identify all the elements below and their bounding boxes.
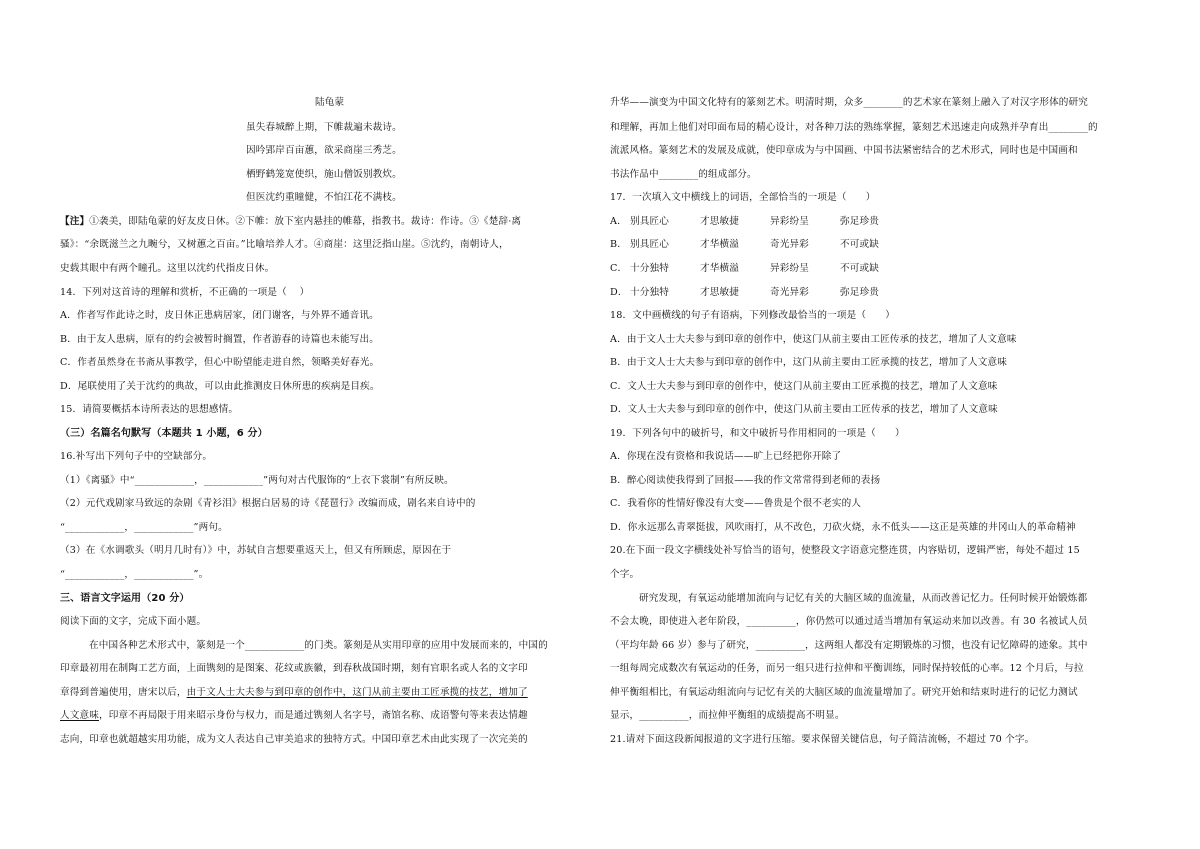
left-column xyxy=(60,0,592,849)
passage-line: 在中国各种艺术形式中，篆刻是一个____________的门类。篆刻是从实用印章的应用中发展而来的，中国的 xyxy=(89,640,548,651)
underlined-sentence: 人文意味 xyxy=(60,710,99,721)
q19-option-b: B．醉心阅读使我得到了回报——我的作文常常得到老师的表扬 xyxy=(610,475,881,486)
q17-option-d: D． 十分独特 才思敏捷 奇光异彩 弥足珍贵 xyxy=(610,287,879,298)
q18-option-b: B．由于文人士大夫参与到印章的创作中，这门从前主要由工匠承揽的技艺，增加了人文意味 xyxy=(610,357,1007,368)
q14-option-d: D．尾联使用了关于沈约的典故，可以由此推测皮日休所患的疾病是目疾。 xyxy=(60,381,380,392)
q16-part-2-blanks: “____________，____________”两句。 xyxy=(60,522,228,533)
passage-line: 升华——演变为中国文化特有的篆刻艺术。明清时期，众多________的艺术家在篆刻上融入了对汉字形体的研究 xyxy=(610,97,1089,108)
passage-line: 书法作品中________的组成部分。 xyxy=(610,169,757,180)
underlined-sentence: 由于文人士大夫参与到印章的创作中，这门从前主要由工匠承揽的技艺，增加了 xyxy=(186,687,528,698)
q18-option-a: A．由于文人士大夫参与到印章的创作中，使这门从前主要由工匠传承的技艺，增加了人文意味 xyxy=(610,334,1017,345)
note-line: 【注】①袭美，即陆龟蒙的好友皮日休。②下帷：放下室内悬挂的帷幕，指教书。裁诗：作诗。③《楚辞·离 xyxy=(60,216,522,227)
passage-line: 章得到普遍使用，唐宋以后，由于文人士大夫参与到印章的创作中，这门从前主要由工匠承揽的技艺，增加了 xyxy=(60,687,528,698)
question-16: 16.补写出下列句子中的空缺部分。 xyxy=(60,451,213,462)
right-column xyxy=(610,0,1144,849)
question-20-cont: 个字。 xyxy=(610,569,640,580)
q14-option-c: C．作者虽然身在书斋从事教学，但心中盼望能走进自然，领略美好春光。 xyxy=(60,357,380,368)
reading-instruction: 阅读下面的文字，完成下面小题。 xyxy=(60,616,207,627)
question-18: 18．文中画横线的句子有语病，下列修改最恰当的一项是（ ） xyxy=(610,310,896,321)
poem-title: 陆龟蒙 xyxy=(315,97,345,108)
q19-option-a: A．你现在没有资格和我说话——旷上已经把你开除了 xyxy=(610,451,842,462)
q16-part-3: （3）在《水调歌头（明月几时有）》中，苏轼自言想要重返天上，但又有所顾虑，原因在于 xyxy=(60,545,452,556)
q19-option-d: D．你永远那么青翠挺拔，风吹雨打，从不改色，刀砍火烧，永不低头——这正是英雄的井冈山人的革命精神 xyxy=(610,522,1076,533)
q16-part-2: （2）元代戏剧家马致远的杂剧《青衫泪》根据白居易的诗《琵琶行》改编而成，剧名来自诗中的 xyxy=(60,498,476,509)
q16-part-3-blanks: “____________，____________”。 xyxy=(60,569,209,580)
note-line: 史载其眼中有两个瞳孔。这里以沈约代指皮日休。 xyxy=(60,263,275,274)
question-14: 14．下列对这首诗的理解和赏析，不正确的一项是（ ） xyxy=(60,287,310,298)
passage-line: 和理解，再加上他们对印面布局的精心设计，对各种刀法的熟练掌握，篆刻艺术迅速走向成熟并孕育出________的 xyxy=(610,122,1098,133)
passage-line: 不会太晚，即使进入老年阶段，__________，你仍然可以通过适当增加有氧运动来加以改善。有 30 名被试人员 xyxy=(610,616,1088,627)
part-heading: 三、语言文字运用（20 分） xyxy=(60,593,190,604)
q14-option-a: A．作者写作此诗之时，皮日休正患病居家，闭门谢客，与外界不通音讯。 xyxy=(60,310,379,321)
question-15: 15．请简要概括本诗所表达的思想感情。 xyxy=(60,404,239,415)
q14-option-b: B．由于友人患病，原有的约会被暂时搁置，作者游春的诗篇也未能写出。 xyxy=(60,334,379,345)
q17-option-a: A． 别具匠心 才思敏捷 异彩纷呈 弥足珍贵 xyxy=(610,216,879,227)
passage-line: 显示，__________，而拉伸平衡组的成绩提高不明显。 xyxy=(610,710,845,721)
q18-option-d: D．文人士大夫参与到印章的创作中，使这门从前主要由工匠传承的技艺，增加了人文意味 xyxy=(610,404,998,415)
note-label: 【注】 xyxy=(60,216,90,227)
passage-line: 研究发现，有氧运动能增加流向与记忆有关的大脑区域的血流量，从而改善记忆力。任何时候开始锻炼都 xyxy=(639,593,1088,604)
q18-option-c: C．文人士大夫参与到印章的创作中，使这门从前主要由工匠承揽的技艺，增加了人文意味 xyxy=(610,381,998,392)
passage-line: 人文意味，印章不再局限于用来昭示身份与权力，而是通过镌刻人名字号，斋馆名称、成语警句等来表达情趣 xyxy=(60,710,528,721)
poem-line: 虽失春城醉上期，下帷裁遍未裁诗。 xyxy=(246,122,402,133)
q19-option-c: C．我看你的性情好像没有大变——鲁贵是个很不老实的人 xyxy=(610,498,862,509)
passage-line: 一组每周完成数次有氧运动的任务，而另一组只进行拉伸和平衡训练，同时保持较低的心率。12 个月后，与拉 xyxy=(610,663,1084,674)
question-20: 20.在下面一段文字横线处补写恰当的语句，使整段文字语意完整连贯，内容贴切，逻辑严密，每处不超过 15 xyxy=(610,545,1080,556)
q17-option-b: B． 别具匠心 才华横溢 奇光异彩 不可或缺 xyxy=(610,239,879,250)
passage-line: 伸平衡组相比，有氧运动组流向与记忆有关的大脑区域的血流量增加了。研究开始和结束时进行的记忆力测试 xyxy=(610,687,1078,698)
poem-line: 栖野鹤笼宽使织，施山僧饭别教炊。 xyxy=(246,169,402,180)
question-19: 19．下列各句中的破折号，和文中破折号作用相同的一项是（ ） xyxy=(610,428,905,439)
note-line: 骚》：“余既滋兰之九畹兮，又树蕙之百亩。”比喻培养人才。④商崖：这里泛指山崖。⑤沈约，南朝诗人， xyxy=(60,239,509,250)
passage-line: （平均年龄 66 岁）参与了研究，__________，这两组人都没有定期锻炼的习惯，也没有记忆障碍的迹象。其中 xyxy=(610,640,1088,651)
passage-line: 流派风格。篆刻艺术的发展及成就，使印章成为与中国画、中国书法紧密结合的艺术形式，同时也是中国画和 xyxy=(610,145,1078,156)
question-17: 17．一次填入文中横线上的词语，全部恰当的一项是（ ） xyxy=(610,192,876,203)
q17-option-c: C． 十分独特 才华横溢 异彩纷呈 不可或缺 xyxy=(610,263,879,274)
question-21: 21.请对下面这段新闻报道的文字进行压缩。要求保留关键信息，句子简洁流畅，不超过 70 个字。 xyxy=(610,734,1035,745)
poem-line: 但医沈约重瞳健，不怕江花不满枝。 xyxy=(246,192,402,203)
passage-line: 志向，印章也就超越实用功能，成为文人表达自己审美追求的独特方式。中国印章艺术由此实现了一次完美的 xyxy=(60,734,528,745)
q16-part-1: （1）《离骚》中“____________，____________”两句对古代服饰的“上衣下裳制”有所反映。 xyxy=(60,475,454,486)
passage-line: 印章最初用在制陶工艺方面，上面镌刻的是图案、花纹或族徽，到春秋战国时期，刻有官职名或人名的文字印 xyxy=(60,663,528,674)
poem-line: 因吟郢岸百亩蕙，欲采商崖三秀芝。 xyxy=(246,145,402,156)
section-heading: （三）名篇名句默写（本题共 1 小题，6 分） xyxy=(60,428,268,439)
